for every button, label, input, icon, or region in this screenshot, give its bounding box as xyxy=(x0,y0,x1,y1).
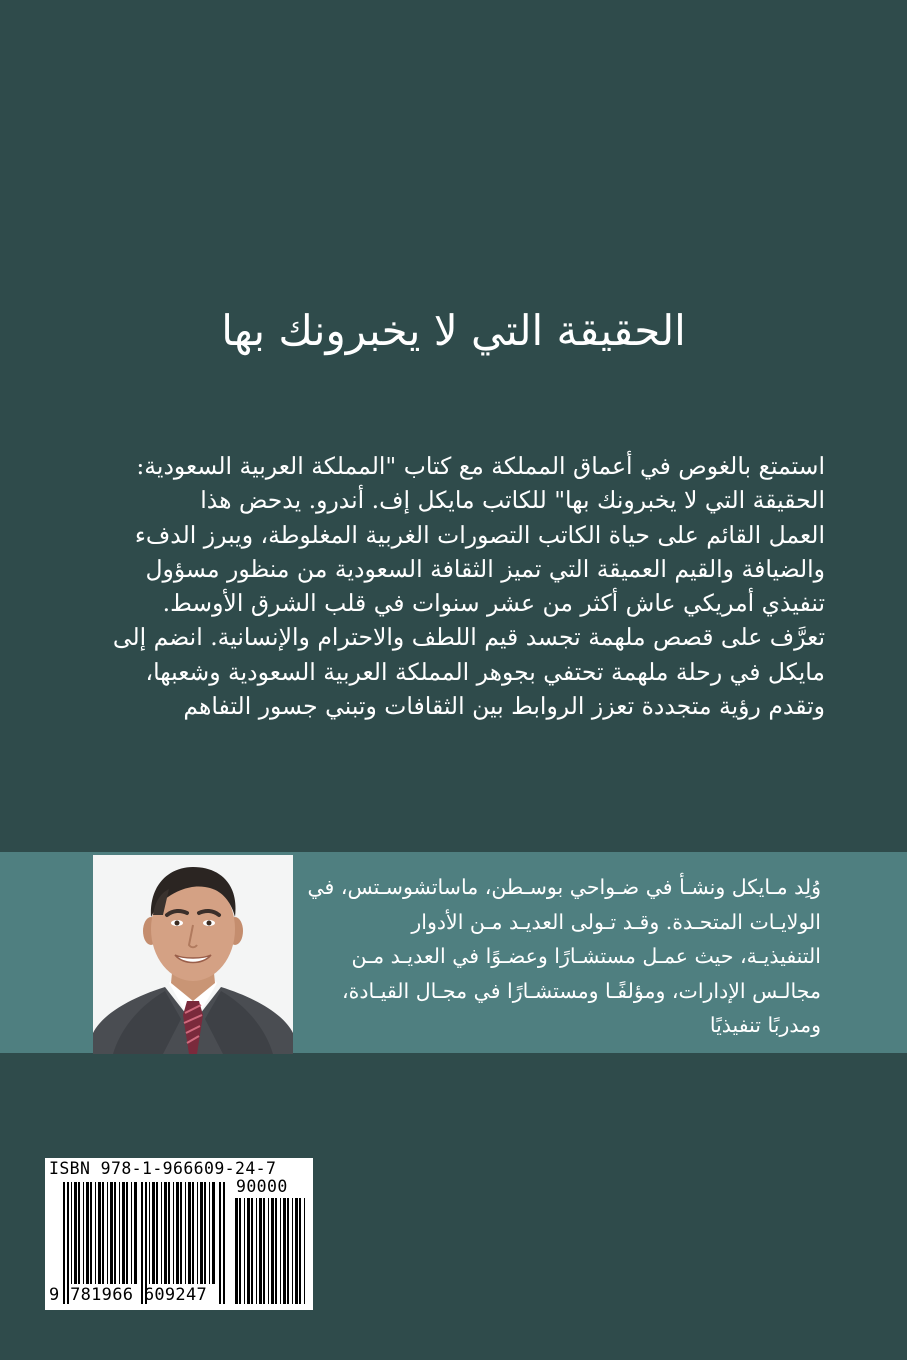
book-title: الحقيقة التي لا يخبرونك بها xyxy=(221,306,686,355)
barcode-bar xyxy=(271,1198,274,1304)
barcode-bar xyxy=(83,1182,84,1284)
bio-line: الولايـات المتحـدة. وقـد تـولى العديـد مـن الأدوار xyxy=(411,909,821,934)
barcode-bar xyxy=(74,1182,77,1284)
barcode-bar xyxy=(149,1182,150,1284)
barcode-bar xyxy=(280,1198,281,1304)
barcode-bar xyxy=(268,1198,269,1304)
bio-line: وُلِد مـايكل ونشـأ في ضـواحي بوسـطن، ماساتشوسـتس، في xyxy=(307,875,821,899)
barcode-bar xyxy=(102,1182,104,1284)
author-bio xyxy=(306,870,821,1043)
description-line: والضيافة والقيم العميقة التي تميز الثقافة السعودية من منظور مسؤول xyxy=(145,554,825,583)
barcode-bar xyxy=(95,1182,96,1284)
author-portrait-image xyxy=(93,855,293,1054)
barcode-bar xyxy=(98,1182,101,1284)
bio-line: ومدربًا تنفيذيًا xyxy=(709,1013,821,1037)
barcode-guard-bar xyxy=(223,1182,225,1304)
barcode-bar xyxy=(283,1198,286,1304)
barcode-bar xyxy=(209,1182,210,1284)
barcode-bar xyxy=(152,1182,155,1284)
barcode-bar xyxy=(259,1198,262,1304)
barcode-bar xyxy=(110,1182,113,1284)
barcode-bar xyxy=(90,1182,92,1284)
description-line: استمتع بالغوص في أعماق المملكة مع كتاب "المملكة العربية السعودية: xyxy=(136,452,825,480)
barcode-bar xyxy=(244,1198,245,1304)
isbn-label: ISBN 978-1-966609-24-7 xyxy=(49,1159,277,1178)
author-photo xyxy=(93,855,293,1054)
barcode-bar xyxy=(304,1198,305,1304)
barcode-bar xyxy=(119,1182,120,1284)
barcode-bar xyxy=(168,1182,170,1284)
barcode-bar xyxy=(212,1182,215,1284)
barcode-bar xyxy=(292,1198,293,1304)
barcode-bar xyxy=(239,1198,241,1304)
barcode-bar xyxy=(204,1182,206,1284)
barcode-bar xyxy=(86,1182,89,1284)
barcode-bar xyxy=(164,1182,167,1284)
barcode-bar xyxy=(114,1182,116,1284)
barcode-bar xyxy=(275,1198,277,1304)
barcode-bar xyxy=(295,1198,298,1304)
description-line: تنفيذي أمريكي عاش أكثر من عشر سنوات في قلب الشرق الأوسط. xyxy=(162,589,825,618)
barcode-bar xyxy=(134,1182,137,1284)
description-line: وتقدم رؤية متجددة تعزز الروابط بين الثقافات وتبني جسور التفاهم xyxy=(183,692,825,721)
description-line: الحقيقة التي لا يخبرونك بها" للكاتب مايكل إف. أندرو. يدحض هذا xyxy=(200,486,825,515)
barcode-bar xyxy=(263,1198,265,1304)
barcode-bar xyxy=(122,1182,125,1284)
barcode-bar xyxy=(107,1182,108,1284)
description-line: العمل القائم على حياة الكاتب التصورات الغربية المغلوطة، ويبرز الدفء xyxy=(134,520,825,549)
barcode-bar xyxy=(197,1182,198,1284)
price-code: 90000 xyxy=(236,1177,288,1196)
barcode-bar xyxy=(235,1198,238,1304)
barcode-bar xyxy=(156,1182,158,1284)
bio-line: التنفيذيـة، حيث عمـل مستشـارًا وعضـوًا في العديـد مـن xyxy=(351,944,821,968)
barcode-bar xyxy=(188,1182,191,1284)
barcode-bar xyxy=(299,1198,301,1304)
barcode-bar xyxy=(176,1182,179,1284)
description-line: مايكل في رحلة ملهمة تحتفي بجوهر المملكة العربية السعودية وشعبها، xyxy=(145,657,825,686)
isbn-barcode xyxy=(45,1158,313,1310)
barcode-digits: 9 781966 609247 xyxy=(49,1285,208,1305)
barcode-bar xyxy=(192,1182,194,1284)
barcode-bar xyxy=(71,1182,72,1284)
barcode-bar xyxy=(131,1182,132,1284)
barcode-bar xyxy=(180,1182,182,1284)
barcode-bar xyxy=(256,1198,257,1304)
book-description xyxy=(80,449,825,723)
bio-line: مجالـس الإدارات، ومؤلفًـا ومستشـارًا في مجـال القيـادة، xyxy=(342,978,821,1003)
barcode-bar xyxy=(161,1182,162,1284)
barcode-bar xyxy=(287,1198,289,1304)
barcode-bar xyxy=(78,1182,80,1284)
barcode-bar xyxy=(200,1182,203,1284)
barcode-bar xyxy=(247,1198,250,1304)
barcode-bar xyxy=(173,1182,174,1284)
barcode-bar xyxy=(126,1182,128,1284)
barcode-guard-bar xyxy=(219,1182,221,1304)
description-line: تعرَّف على قصص ملهمة تجسد قيم اللطف والاحترام والإنسانية. انضم إلى xyxy=(112,623,825,652)
barcode-bar xyxy=(251,1198,253,1304)
barcode-bar xyxy=(185,1182,186,1284)
